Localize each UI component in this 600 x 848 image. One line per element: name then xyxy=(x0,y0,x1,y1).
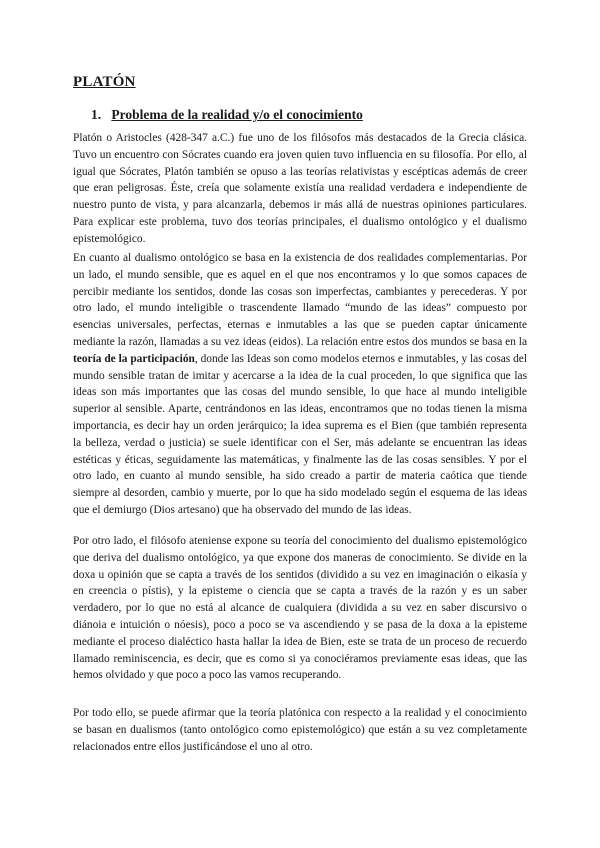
paragraph-epistemological-dualism: Por otro lado, el filósofo ateniense expone su teoría del conocimiento del dualismo epistemológico que deriva del dualismo ontológico, ya que expone dos maneras de conocimiento. Se divide en la doxa u opinión que se capta a través de los sentidos (dividido a su vez en imaginación o eikasía y en creencia o pístis), y la episteme o ciencia que se capta a través de la razón y es un saber verdadero, por lo que no está al alcance de cualquiera (dividida a su vez en saber discursivo o diánoia e intuición o nóesis), poco a poco se va ascendiendo y se pasa de la doxa a la episteme mediante el proceso dialéctico hasta hallar la idea de Bien, este se trata de un proceso de recuerdo llamado reminiscencia, es decir, que es como si ya conociéramos previamente esas ideas, que las hemos olvidado y que poco a poco las vamos recuperando. xyxy=(73,535,527,682)
paragraph-conclusion: Por todo ello, se puede afirmar que la teoría platónica con respecto a la realidad y el conocimiento se basan en dualismos (tanto ontológico como epistemológico) que están a su vez completamente relacionados entre ellos justificándose el uno al otro. xyxy=(73,707,527,753)
section-number: 1. xyxy=(91,107,102,122)
section-heading xyxy=(91,107,363,123)
bold-term-participation: teoría de la participación xyxy=(73,352,195,365)
page-title: PLATÓN xyxy=(73,74,136,90)
paragraph-intro: Platón o Aristocles (428-347 a.C.) fue uno de los filósofos más destacados de la Grecia clásica. Tuvo un encuentro con Sócrates cuando era joven quien tuvo influencia en su filosofía. Por ello, al igual que Sócrates, Platón también se opuso a las teorías relativistas y escépticas además de creer que eran peligrosas. Éste, creía que solamente existía una realidad verdadera e independiente de nuestro punto de vista, y para alcanzarla, debemos ir más allá de nuestras opiniones particulares. Para explicar este problema, tuvo dos teorías principales, el dualismo ontológico y el dualismo epistemológico. xyxy=(73,132,527,245)
paragraph-ontological-dualism xyxy=(73,250,527,519)
paragraph-text-after-bold: , donde las Ideas son como modelos eternos e inmutables, y las cosas del mundo sensible tratan de imitar y acercarse a la idea de la cual proceden, lo que significa que las ideas son más importantes que las cosas del mundo sensible, lo que hace al mundo inteligible superior al sensible. Aparte, centrándonos en las ideas, encontramos que no todas tienen la misma importancia, es decir hay un orden jerárquico; la idea suprema es el Bien (que también representa la belleza, verdad o justicia) se suele identificar con el Ser, más adelante se encuentran las ideas estéticas y éticas, seguidamente las matemáticas, y finalmente las de las cosas sensibles. Y por el otro lado, en cuanto al mundo sensible, ha sido creado a partir de materia caótica que tiende siempre al desorden, cambio y muerte, por lo que ha sido modelado según el esquema de las ideas que el demiurgo (Dios artesano) que ha observado del mundo de las ideas. xyxy=(73,352,527,516)
paragraph-text-before-bold: En cuanto al dualismo ontológico se basa en la existencia de dos realidades complementarias. Por un lado, el mundo sensible, que es aquel en el que nos encontramos y lo que somos capaces de percibir mediante los sentidos, donde las cosas son imperfectas, cambiantes y perecederas. Y por otro lado, el mundo inteligible o trascendente llamado “mundo de las ideas” compuesto por esencias universales, perfectas, eternas e inmutables a las que se pueden captar únicamente mediante la razón, llamadas a su vez ideas (eidos). La relación entre estos dos mundos se basa en la xyxy=(73,252,527,348)
section-title: Problema de la realidad y/o el conocimiento xyxy=(111,107,363,122)
